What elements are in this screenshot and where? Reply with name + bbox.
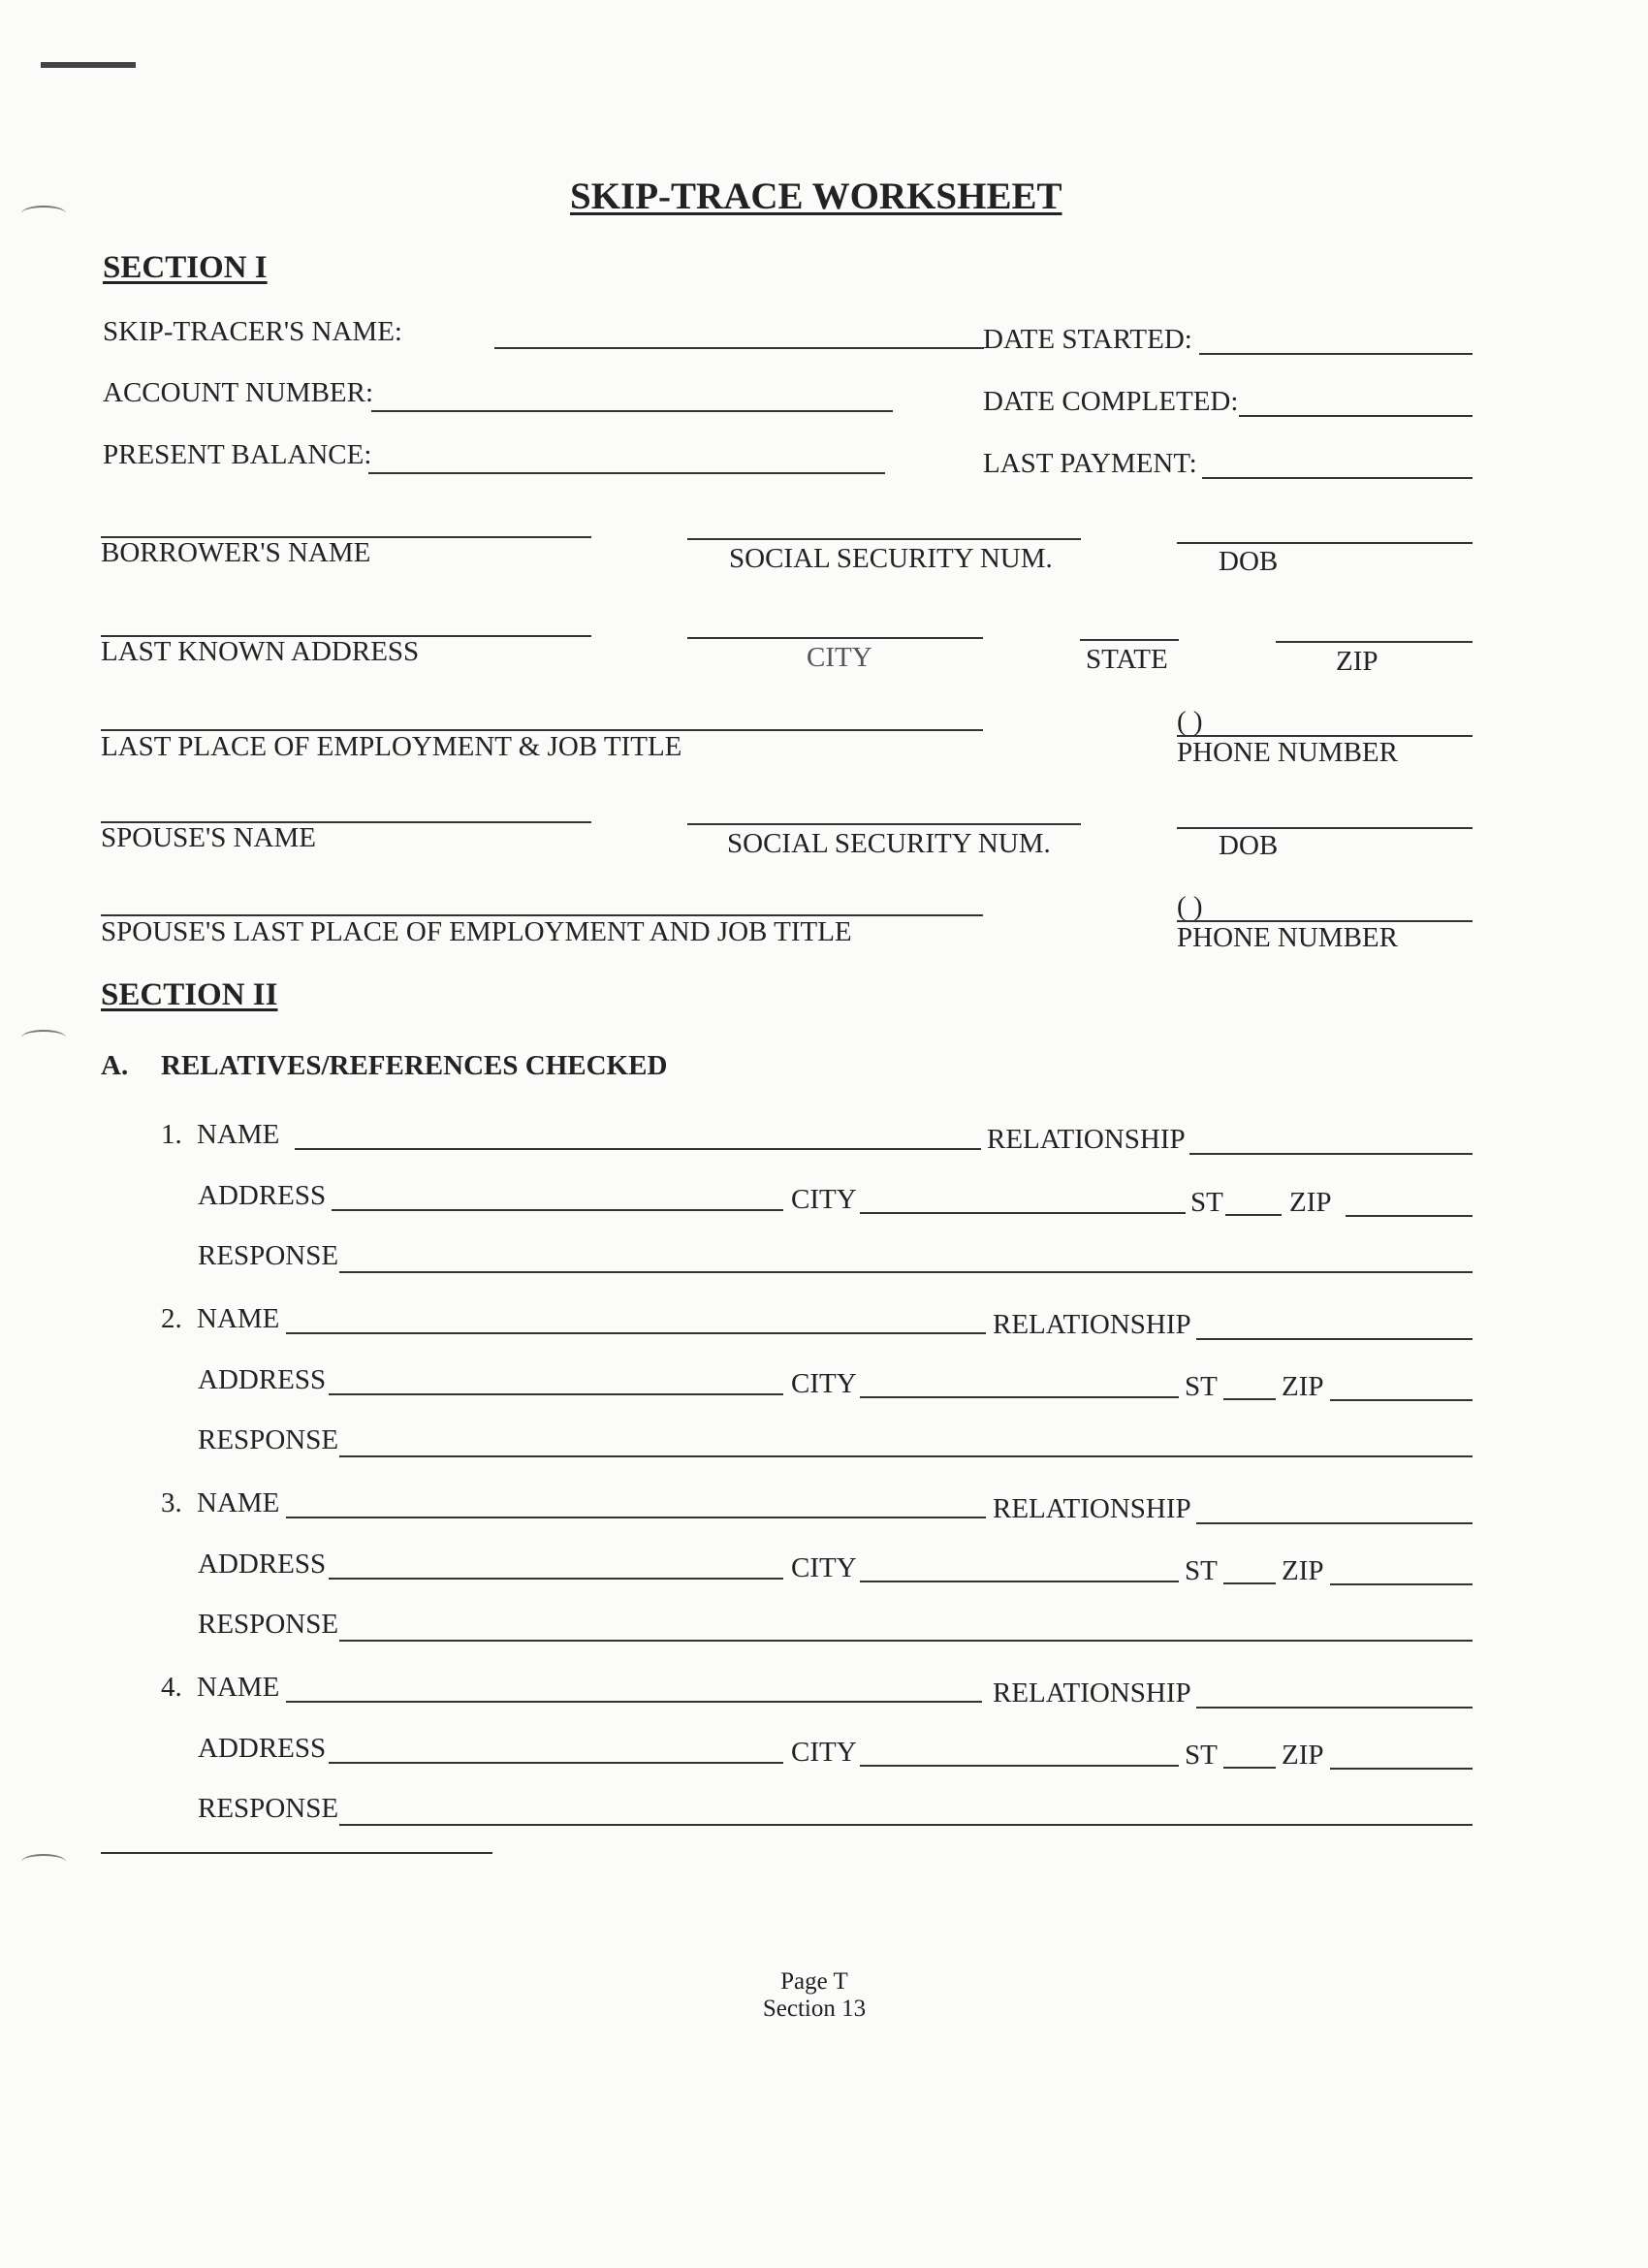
reference-3-number: 3.	[161, 1487, 182, 1518]
reference-4-name-field[interactable]	[286, 1701, 982, 1703]
reference-3-response-label: RESPONSE	[198, 1609, 339, 1640]
present-balance-label: PRESENT BALANCE:	[103, 439, 372, 470]
reference-4-st-label: ST	[1185, 1740, 1218, 1771]
address-city-field[interactable]	[687, 637, 983, 639]
spouse-dob-label: DOB	[1219, 830, 1279, 861]
borrower-dob-label: DOB	[1219, 546, 1279, 577]
section-2-heading: SECTION II	[101, 977, 278, 1012]
reference-4-relationship-label: RELATIONSHIP	[993, 1677, 1191, 1709]
borrower-dob-field[interactable]	[1177, 542, 1473, 544]
reference-1-city-label: CITY	[791, 1184, 857, 1215]
address-zip-field[interactable]	[1276, 641, 1473, 643]
reference-2-city-label: CITY	[791, 1368, 857, 1399]
reference-3-zip-label: ZIP	[1282, 1555, 1324, 1586]
date-completed-label: DATE COMPLETED:	[983, 386, 1239, 417]
reference-2-relationship-label: RELATIONSHIP	[993, 1309, 1191, 1340]
spouse-ssn-label: SOCIAL SECURITY NUM.	[727, 828, 1051, 859]
reference-1-zip-label: ZIP	[1289, 1187, 1332, 1218]
reference-4-zip-field[interactable]	[1330, 1768, 1473, 1770]
scan-mark	[41, 62, 136, 68]
skip-tracer-name-field[interactable]	[494, 347, 984, 349]
account-number-field[interactable]	[371, 410, 893, 412]
employment-label: LAST PLACE OF EMPLOYMENT & JOB TITLE	[101, 731, 682, 762]
reference-3-relationship-field[interactable]	[1196, 1522, 1473, 1524]
borrower-ssn-field[interactable]	[687, 538, 1081, 540]
last-payment-label: LAST PAYMENT:	[983, 448, 1197, 479]
reference-3-response-field[interactable]	[339, 1640, 1473, 1642]
reference-2-zip-label: ZIP	[1282, 1371, 1324, 1402]
reference-2-name-field[interactable]	[286, 1332, 986, 1334]
reference-3-address-field[interactable]	[329, 1578, 783, 1580]
reference-3-city-label: CITY	[791, 1552, 857, 1583]
reference-2-st-label: ST	[1185, 1371, 1218, 1402]
reference-1-city-field[interactable]	[860, 1212, 1186, 1214]
borrower-ssn-label: SOCIAL SECURITY NUM.	[729, 543, 1053, 574]
reference-1-name-label: NAME	[197, 1119, 280, 1150]
reference-2-relationship-field[interactable]	[1196, 1338, 1473, 1340]
page-title: SKIP-TRACE WORKSHEET	[570, 176, 1062, 217]
address-city-label: CITY	[807, 642, 872, 673]
date-started-label: DATE STARTED:	[983, 324, 1192, 355]
address-zip-label: ZIP	[1336, 646, 1379, 677]
reference-4-city-field[interactable]	[860, 1765, 1179, 1767]
reference-4-address-label: ADDRESS	[198, 1733, 327, 1764]
last-payment-field[interactable]	[1202, 477, 1473, 479]
spouse-ssn-field[interactable]	[687, 823, 1081, 825]
reference-1-zip-field[interactable]	[1346, 1215, 1473, 1217]
punch-hole-mark	[21, 1854, 66, 1869]
reference-1-relationship-label: RELATIONSHIP	[987, 1124, 1186, 1155]
reference-2-response-field[interactable]	[339, 1455, 1473, 1457]
reference-2-city-field[interactable]	[860, 1396, 1179, 1398]
last-known-address-label: LAST KNOWN ADDRESS	[101, 636, 420, 667]
reference-1-number: 1.	[161, 1119, 182, 1150]
reference-4-number: 4.	[161, 1672, 182, 1703]
reference-3-name-label: NAME	[197, 1487, 280, 1518]
subsection-heading: RELATIVES/REFERENCES CHECKED	[161, 1050, 668, 1081]
reference-2-address-label: ADDRESS	[198, 1364, 327, 1395]
reference-1-response-field[interactable]	[339, 1271, 1473, 1273]
spouse-phone-area-code: ( )	[1177, 891, 1203, 922]
reference-2-name-label: NAME	[197, 1303, 280, 1334]
skip-tracer-name-label: SKIP-TRACER'S NAME:	[103, 316, 402, 347]
footer-page: Page T	[780, 1968, 848, 1995]
reference-4-response-field[interactable]	[339, 1824, 1473, 1826]
reference-1-name-field[interactable]	[295, 1148, 981, 1150]
date-completed-field[interactable]	[1239, 415, 1473, 417]
reference-3-name-field[interactable]	[286, 1517, 986, 1518]
spouse-employment-label: SPOUSE'S LAST PLACE OF EMPLOYMENT AND JOB TITLE	[101, 916, 852, 947]
phone-area-code: ( )	[1177, 706, 1203, 737]
present-balance-field[interactable]	[368, 472, 885, 474]
reference-1-relationship-field[interactable]	[1189, 1153, 1473, 1155]
reference-2-response-label: RESPONSE	[198, 1424, 339, 1455]
reference-4-st-field[interactable]	[1223, 1767, 1276, 1769]
reference-3-st-field[interactable]	[1223, 1582, 1276, 1584]
punch-hole-mark	[21, 1030, 66, 1045]
address-state-label: STATE	[1086, 644, 1168, 675]
reference-4-address-field[interactable]	[329, 1762, 783, 1764]
punch-hole-mark	[21, 206, 66, 221]
reference-3-address-label: ADDRESS	[198, 1549, 327, 1580]
reference-3-zip-field[interactable]	[1330, 1583, 1473, 1585]
reference-2-number: 2.	[161, 1303, 182, 1334]
footnote-separator	[101, 1852, 492, 1854]
reference-2-address-field[interactable]	[329, 1393, 783, 1395]
reference-4-relationship-field[interactable]	[1196, 1707, 1473, 1709]
reference-1-st-field[interactable]	[1225, 1214, 1282, 1216]
borrower-name-label: BORROWER'S NAME	[101, 537, 371, 568]
footer-section: Section 13	[762, 1995, 867, 2022]
reference-3-st-label: ST	[1185, 1555, 1218, 1586]
section-1-heading: SECTION I	[103, 250, 268, 285]
spouse-phone-label: PHONE NUMBER	[1177, 922, 1398, 953]
date-started-field[interactable]	[1199, 353, 1473, 355]
spouse-dob-field[interactable]	[1177, 827, 1473, 829]
page-footer	[717, 1968, 911, 2022]
reference-4-city-label: CITY	[791, 1737, 857, 1768]
reference-1-st-label: ST	[1190, 1187, 1223, 1218]
spouse-name-label: SPOUSE'S NAME	[101, 822, 316, 853]
reference-3-city-field[interactable]	[860, 1581, 1179, 1582]
reference-4-response-label: RESPONSE	[198, 1793, 339, 1824]
account-number-label: ACCOUNT NUMBER:	[103, 377, 374, 408]
subsection-letter: A.	[101, 1050, 129, 1081]
reference-1-address-field[interactable]	[332, 1209, 783, 1211]
reference-2-st-field[interactable]	[1223, 1398, 1276, 1400]
reference-4-zip-label: ZIP	[1282, 1740, 1324, 1771]
reference-2-zip-field[interactable]	[1330, 1399, 1473, 1401]
phone-number-label: PHONE NUMBER	[1177, 737, 1398, 768]
address-state-field[interactable]	[1080, 639, 1179, 641]
reference-1-address-label: ADDRESS	[198, 1180, 327, 1211]
reference-4-name-label: NAME	[197, 1672, 280, 1703]
reference-3-relationship-label: RELATIONSHIP	[993, 1493, 1191, 1524]
reference-1-response-label: RESPONSE	[198, 1240, 339, 1271]
